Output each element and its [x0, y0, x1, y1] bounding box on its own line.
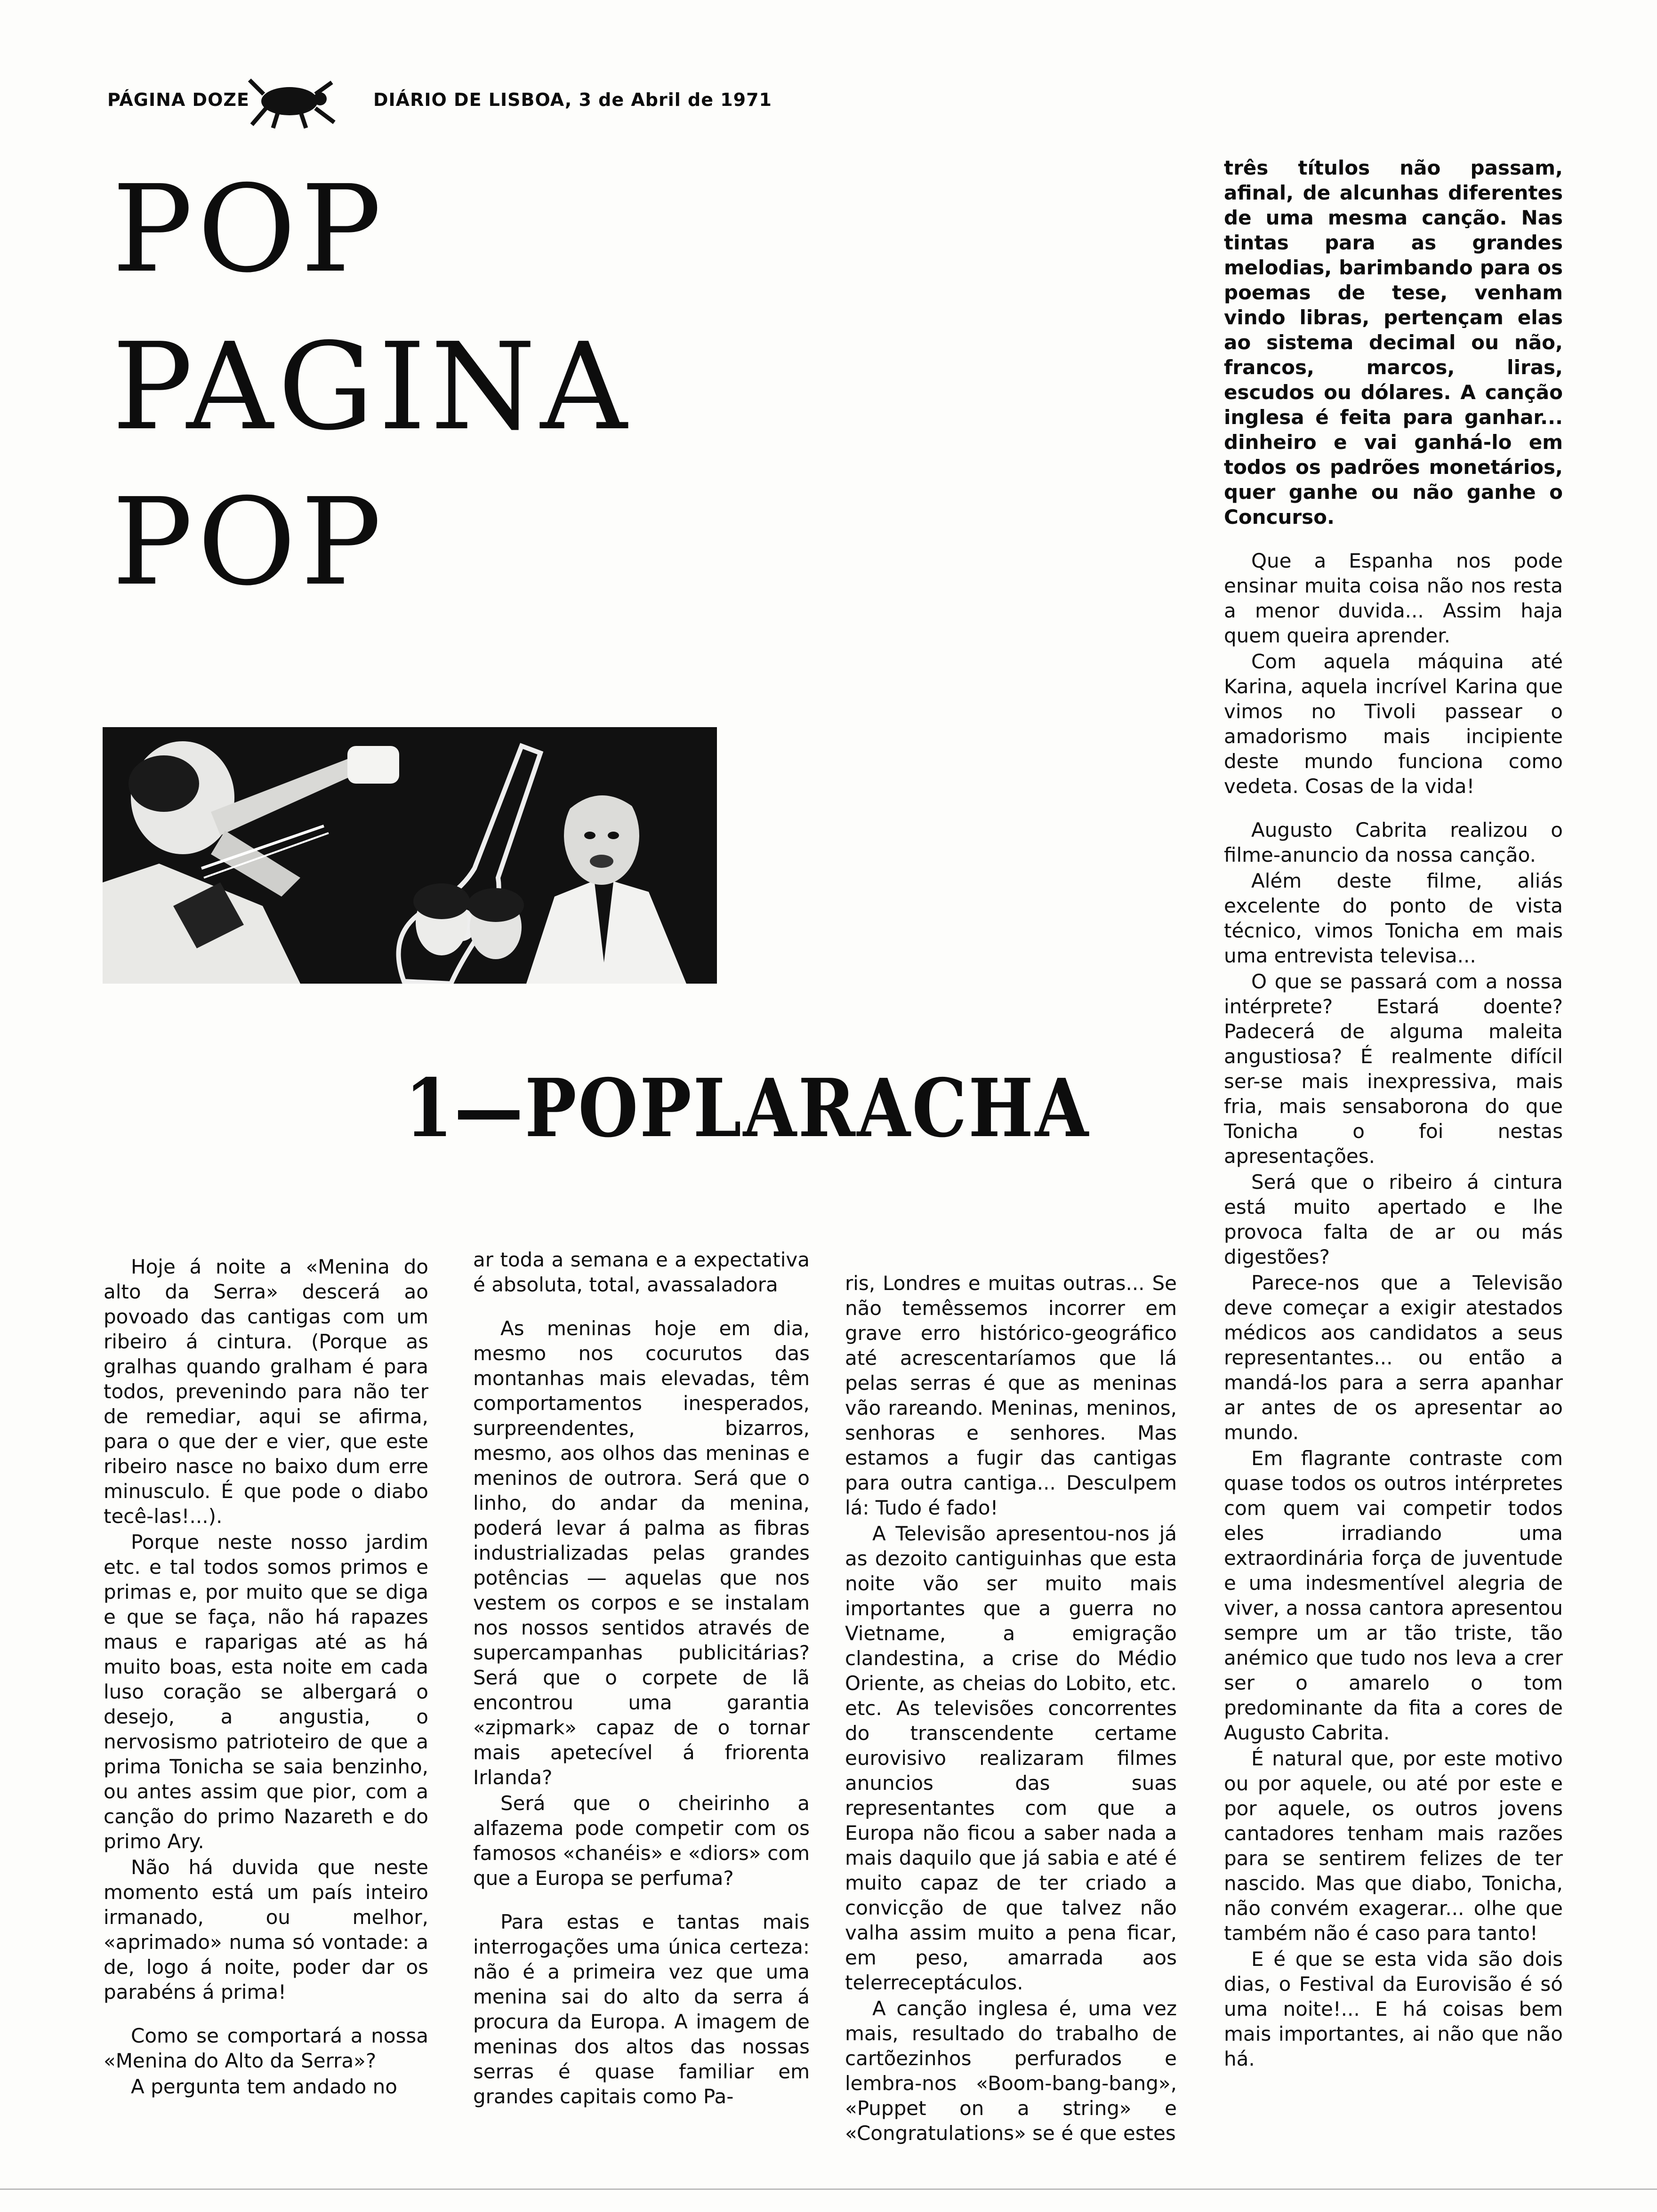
- publication-line: DIÁRIO DE LISBOA, 3 de Abril de 1971: [373, 89, 772, 110]
- musicians-photo: [103, 727, 717, 984]
- title-line-1: POP: [112, 160, 386, 299]
- paragraph: A pergunta tem andado no: [131, 2075, 397, 2098]
- paragraph: Parece-nos que a Televisão deve começar a exigir atestados médicos aos candidatos a seus representantes... ou então a mandá-los para a serra apanhar ar antes de os apresentar ao mundo.: [1224, 1271, 1563, 1444]
- paragraph: Será que o ribeiro á cintura está muito apertado e lhe provoca falta de ar ou más digestões?: [1224, 1170, 1563, 1268]
- paragraph: Além deste filme, aliás excelente do ponto de vista técnico, vimos Tonicha em mais uma entrevista televisa...: [1224, 869, 1563, 967]
- paragraph: Em flagrante contraste com quase todos os outros intérpretes com quem vai competir todos eles irradiando uma extraordinária força de juventude e uma indesmentível alegria de viver, a nossa cantora apresentou sempre um ar tão triste, tão anémico que tudo nos leva a crer ser o amarelo o tom predominante da fita a cores de Augusto Cabrita.: [1224, 1447, 1563, 1744]
- paragraph: E é que se esta vida são dois dias, o Festival da Eurovisão é só uma noite!... E há coisas bem mais importantes, ai não que não há.: [1224, 1948, 1563, 2070]
- paragraph: Augusto Cabrita realizou o filme-anuncio da nossa canção.: [1224, 818, 1563, 866]
- title-line-2: PAGINA: [112, 317, 632, 457]
- article-column-3: [845, 1271, 1177, 2146]
- insect-logo-icon: [245, 75, 339, 129]
- bottom-rule: [0, 2188, 1657, 2190]
- title-line-3: POP: [112, 473, 386, 612]
- paragraph: ar toda a semana e a expectativa é absoluta, total, avassaladora: [473, 1248, 810, 1296]
- paragraph: Que a Espanha nos pode ensinar muita coisa não nos resta a menor duvida... Assim haja quem queira aprender.: [1224, 549, 1563, 647]
- paragraph: Com aquela máquina até Karina, aquela incrível Karina que vimos no Tivoli passear o amadorismo mais incipiente deste mundo funciona como vedeta. Cosas de la vida!: [1224, 650, 1563, 798]
- paragraph: As meninas hoje em dia, mesmo nos cocurutos das montanhas mais elevadas, têm comportamentos inesperados, surpreendentes, bizarros, mesmo, aos olhos das meninas e meninos de outrora. Será que o linho, do andar da menina, poderá levar á palma as fibras industrializadas pelas grandes potências — aquelas que nos vestem os corpos e se instalam nos nossos sentidos através de supercampanhas publicitárias? Será que o corpete de lã encontrou uma garantia «zipmark» capaz de o tornar mais apetecível á friorenta Irlanda?: [473, 1317, 810, 1789]
- article-column-2: [473, 1247, 810, 2109]
- paragraph: Para estas e tantas mais interrogações uma única certeza: não é a primeira vez que uma menina sai do alto da serra á procura da Europa. A imagem de meninas dos altos das nossas serras é quase familiar em grandes capitais como Pa-: [473, 1910, 810, 2108]
- paragraph: Como se comportará a nossa «Menina do Alto da Serra»?: [104, 2024, 428, 2072]
- paragraph: A Televisão apresentou-nos já as dezoito cantiguinhas que esta noite vão ser muito mais importantes que a guerra no Vietname, a emigração clandestina, a crise do Médio Oriente, as cheias do Lobito, etc. etc. As televisões concorrentes do transcendente certame eurovisivo realizaram filmes anuncios das suas representantes com que a Europa não ficou a saber nada a mais daquilo que já sabia e até é muito capaz de ter criado a convicção de que talvez não valha assim muito a pena ficar, em peso, amarrada aos telerreceptáculos.: [845, 1522, 1177, 1994]
- paragraph: Porque neste nosso jardim etc. e tal todos somos primos e primas e, por muito que se diga e que se faça, não há rapazes maus e raparigas até as há muito boas, esta noite em cada luso coração se albergará o desejo, a angustia, o nervosismo patrioteiro de que a prima Tonicha se saia benzinho, ou antes assim que pior, com a canção do primo Nazareth e do primo Ary.: [104, 1531, 428, 1853]
- paragraph: Hoje á noite a «Menina do alto da Serra» descerá ao povoado das cantigas com um ribeiro á cintura. (Porque as gralhas quando gralham é para todos, prevenindo para não ter de remediar, aqui se afirma, para o que der e vier, que este ribeiro nasce no baixo dum erre minusculo. É que pode o diabo tecê-las!...).: [104, 1255, 428, 1528]
- paragraph: Não há duvida que neste momento está um país inteiro irmanado, ou melhor, «aprimado» numa só vontade: a de, logo á noite, poder dar os parabéns á prima!: [104, 1856, 428, 2004]
- paragraph: três títulos não passam, afinal, de alcunhas diferentes de uma mesma canção. Nas tintas para as grandes melodias, barimbando para os poemas de tese, venham vindo libras, pertençam elas ao sistema decimal ou não, francos, marcos, liras, escudos ou dólares. A canção inglesa é feita para ganhar... dinheiro e vai ganhá-lo em todos os padrões monetários, quer ganhe ou não ganhe o Concurso.: [1224, 156, 1563, 529]
- paragraph: Será que o cheirinho a alfazema pode competir com os famosos «chanéis» e «diors» com que a Europa se perfuma?: [473, 1792, 810, 1890]
- paragraph: A canção inglesa é, uma vez mais, resultado do trabalho de cartõezinhos perfurados e lembra-nos «Boom-bang-bang», «Puppet on a string» e «Congratulations» se é que estes: [845, 1997, 1177, 2145]
- article-column-4: [1224, 155, 1563, 2071]
- paragraph: O que se passará com a nossa intérprete? Estará doente? Padecerá de alguma maleita angustiosa? É realmente difícil ser-se mais inexpressiva, mais fria, mais sensaborona do que Tonicha o foi nestas apresentações.: [1224, 970, 1563, 1168]
- paragraph: É natural que, por este motivo ou por aquele, ou até por este e por aquele, os outros jovens cantadores tenham mais razões para se sentirem felizes de ter nascido. Mas que diabo, Tonicha, não convém exagerar... olhe que também não é caso para tanto!: [1224, 1747, 1563, 1945]
- paragraph: ris, Londres e muitas outras... Se não temêssemos incorrer em grave erro histórico-geográfico até acrescentaríamos que lá pelas serras é que as meninas vão rareando. Meninas, meninos, senhoras e senhores. Mas estamos a fugir das cantigas para outra cantiga... Desculpem lá: Tudo é fado!: [845, 1272, 1177, 1519]
- section-heading: 1—POPLARACHA: [405, 1061, 1090, 1155]
- page-label: PÁGINA DOZE: [107, 89, 249, 110]
- article-column-1: [104, 1254, 428, 2099]
